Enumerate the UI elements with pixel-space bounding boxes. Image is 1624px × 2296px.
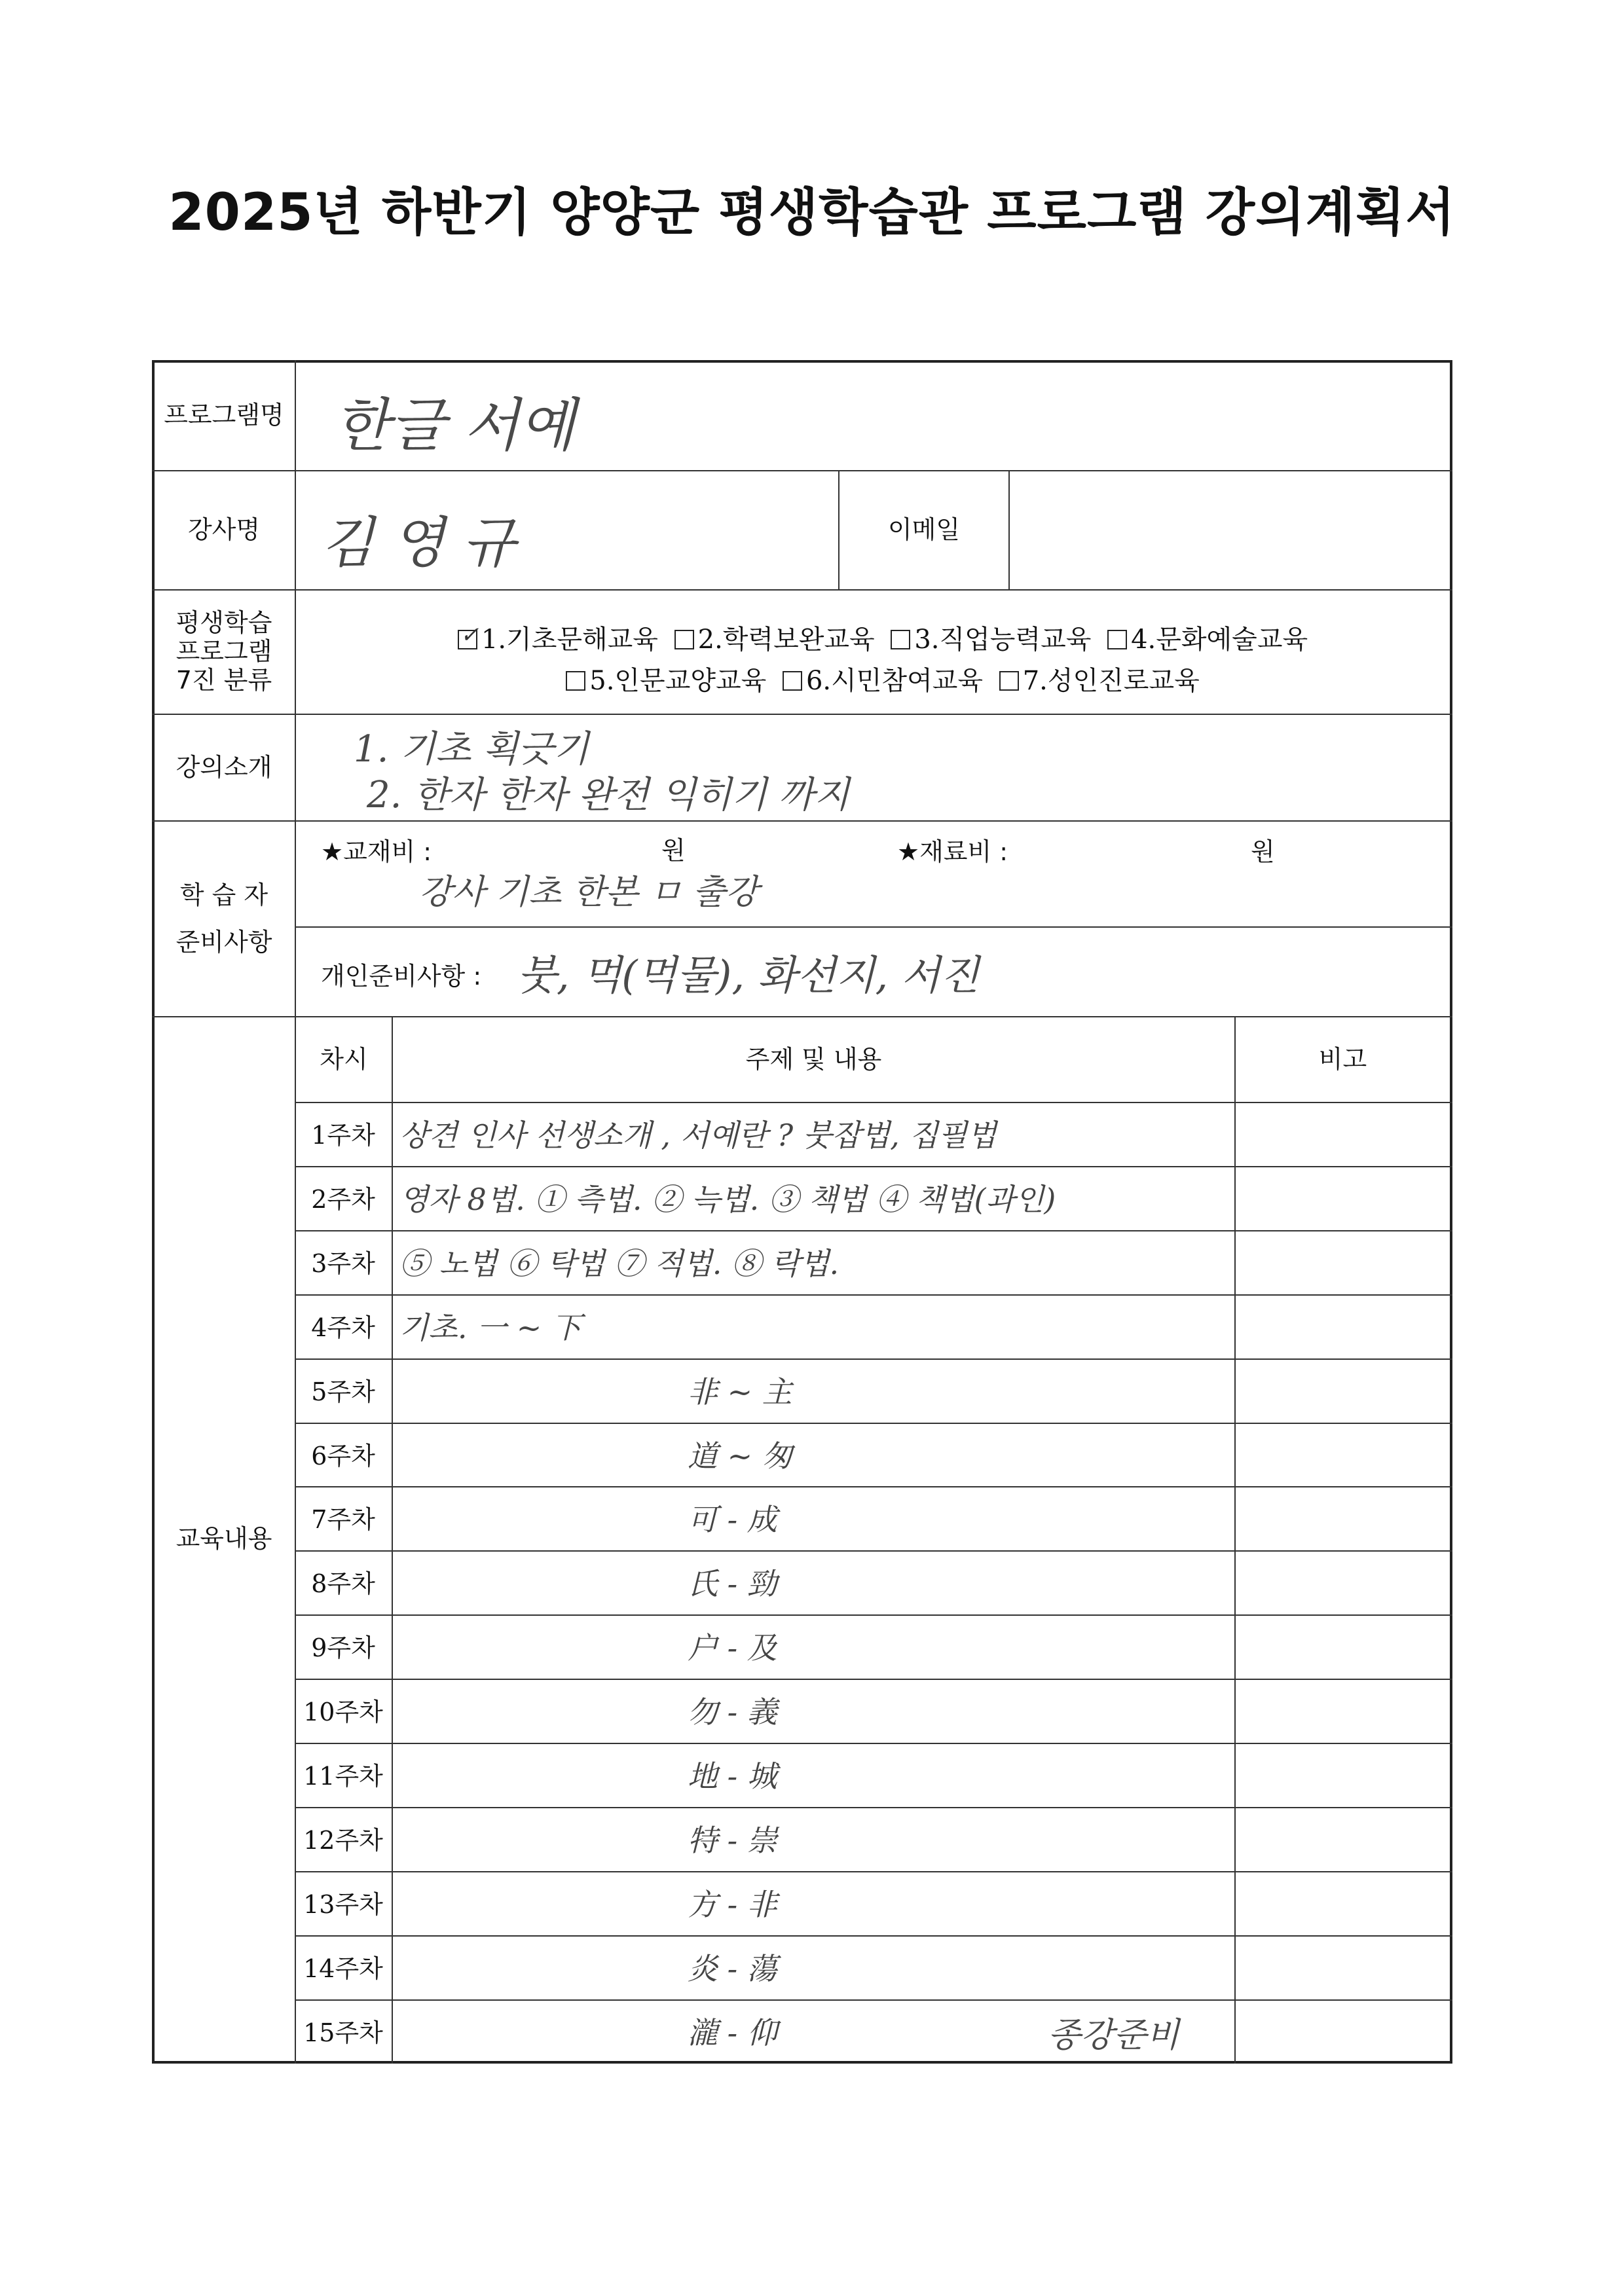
checkbox-icon[interactable]	[891, 630, 910, 649]
checkbox-checked-icon[interactable]	[458, 630, 477, 649]
category-label-line3: 7진 분류	[175, 665, 272, 695]
category-option-7[interactable]: 7.성인진로교육	[999, 666, 1200, 696]
category-option-6[interactable]: 6.시민참여교육	[783, 666, 983, 696]
week-content: 地 - 城	[688, 1758, 777, 1794]
session-header: 차시	[320, 1044, 368, 1074]
intro-line1: 1. 기초 획긋기	[354, 728, 589, 771]
week-label: 5주차	[311, 1377, 375, 1406]
week-content: 勿 - 義	[688, 1694, 777, 1730]
category-label	[153, 591, 295, 714]
education-content-label: 교육내용	[175, 1524, 272, 1554]
week-content: 户 - 及	[688, 1630, 777, 1666]
week-content: 瀧 - 仰	[688, 2014, 777, 2050]
row-divider	[152, 589, 1452, 591]
category-label-line2: 프로그램	[175, 637, 272, 666]
week-content: 非 ~ 主	[688, 1374, 792, 1410]
row-divider	[152, 714, 1452, 715]
week-label: 8주차	[311, 1569, 375, 1598]
category-option-4[interactable]: 4.문화예술교육	[1107, 625, 1308, 655]
topic-header: 주제 및 내용	[745, 1044, 882, 1074]
intro-line2: 2. 한자 한자 완전 익히기 까지	[367, 774, 850, 816]
category-option-3[interactable]: 3.직업능력교육	[891, 625, 1091, 655]
category-label-line1: 평생학습	[175, 608, 272, 638]
week-label: 14주차	[303, 1954, 383, 1983]
week-label: 12주차	[303, 1826, 383, 1855]
category-options-line2	[392, 660, 1374, 697]
personal-prep-value: 붓, 먹(먹물), 화선지, 서진	[517, 951, 980, 999]
remarks-header: 비고	[1318, 1044, 1367, 1074]
textbook-fee-label: ★교재비 :	[321, 837, 432, 866]
row-divider	[152, 820, 1452, 822]
week-label: 4주차	[311, 1313, 375, 1342]
document-title: 2025년 하반기 양양군 평생학습관 프로그램 강의계획서	[168, 183, 1456, 242]
week-content: 特 - 崇	[688, 1822, 777, 1858]
material-fee-unit: 원	[1251, 837, 1275, 866]
checkbox-icon[interactable]	[999, 671, 1019, 691]
week-remark: 종강준비	[1048, 2016, 1179, 2055]
checkbox-icon[interactable]	[566, 671, 585, 691]
checkbox-icon[interactable]	[783, 671, 802, 691]
textbook-fee-unit: 원	[661, 836, 686, 865]
email-label: 이메일	[887, 515, 961, 545]
week-label: 7주차	[311, 1505, 375, 1534]
week-label: 13주차	[303, 1890, 383, 1919]
intro-label: 강의소개	[175, 752, 272, 782]
learner-prep-label-line2: 준비사항	[175, 927, 272, 957]
material-fee-label: ★재료비 :	[897, 837, 1008, 866]
row-divider	[295, 926, 1452, 928]
category-options-line1	[392, 619, 1374, 656]
week-content: 상견 인사 선생소개 , 서예란 ? 붓잡법, 집필법	[399, 1117, 997, 1153]
category-option-2[interactable]: 2.학력보완교육	[674, 625, 875, 655]
week-content: ⑤ 노법 ⑥ 탁법 ⑦ 적법. ⑧ 락법.	[399, 1245, 840, 1281]
week-content: 可 - 成	[688, 1501, 777, 1537]
week-content: 炎 - 蕩	[688, 1950, 777, 1986]
personal-prep-label: 개인준비사항 :	[321, 962, 482, 991]
category-option-5[interactable]: 5.인문교양교육	[566, 666, 766, 696]
checkbox-icon[interactable]	[1107, 630, 1127, 649]
program-name-value: 한글 서예	[334, 392, 576, 459]
week-label: 10주차	[303, 1698, 383, 1726]
week-content: 영자 8법. ① 측법. ② 늑법. ③ 책법 ④ 책법(과인)	[399, 1181, 1056, 1217]
week-content: 方 - 非	[688, 1886, 777, 1922]
week-content: 道 ~ 匆	[688, 1438, 792, 1474]
email-value-divider	[1008, 470, 1010, 589]
learner-prep-label	[153, 822, 295, 1016]
week-content: 氏 - 勁	[688, 1565, 777, 1601]
week-label: 15주차	[303, 2018, 383, 2047]
category-option-1[interactable]: ✓1.기초문해교육	[458, 625, 658, 655]
week-label: 6주차	[311, 1442, 375, 1470]
row-divider	[152, 470, 1452, 471]
instructor-value: 김 영 규	[321, 511, 515, 575]
week-label: 1주차	[311, 1121, 375, 1150]
week-label: 2주차	[311, 1185, 375, 1214]
learner-prep-label-line1: 학 습 자	[179, 880, 268, 909]
checkbox-icon[interactable]	[674, 630, 694, 649]
week-content: 기초. 一 ~ 下	[399, 1309, 581, 1345]
week-label: 3주차	[311, 1249, 375, 1278]
week-label: 11주차	[303, 1762, 383, 1791]
program-name-label: 프로그램명	[164, 401, 284, 430]
instructor-label: 강사명	[187, 515, 261, 545]
week-label: 9주차	[311, 1633, 375, 1662]
textbook-fee-value: 강사 기초 한본 ㅁ 출강	[419, 873, 759, 912]
